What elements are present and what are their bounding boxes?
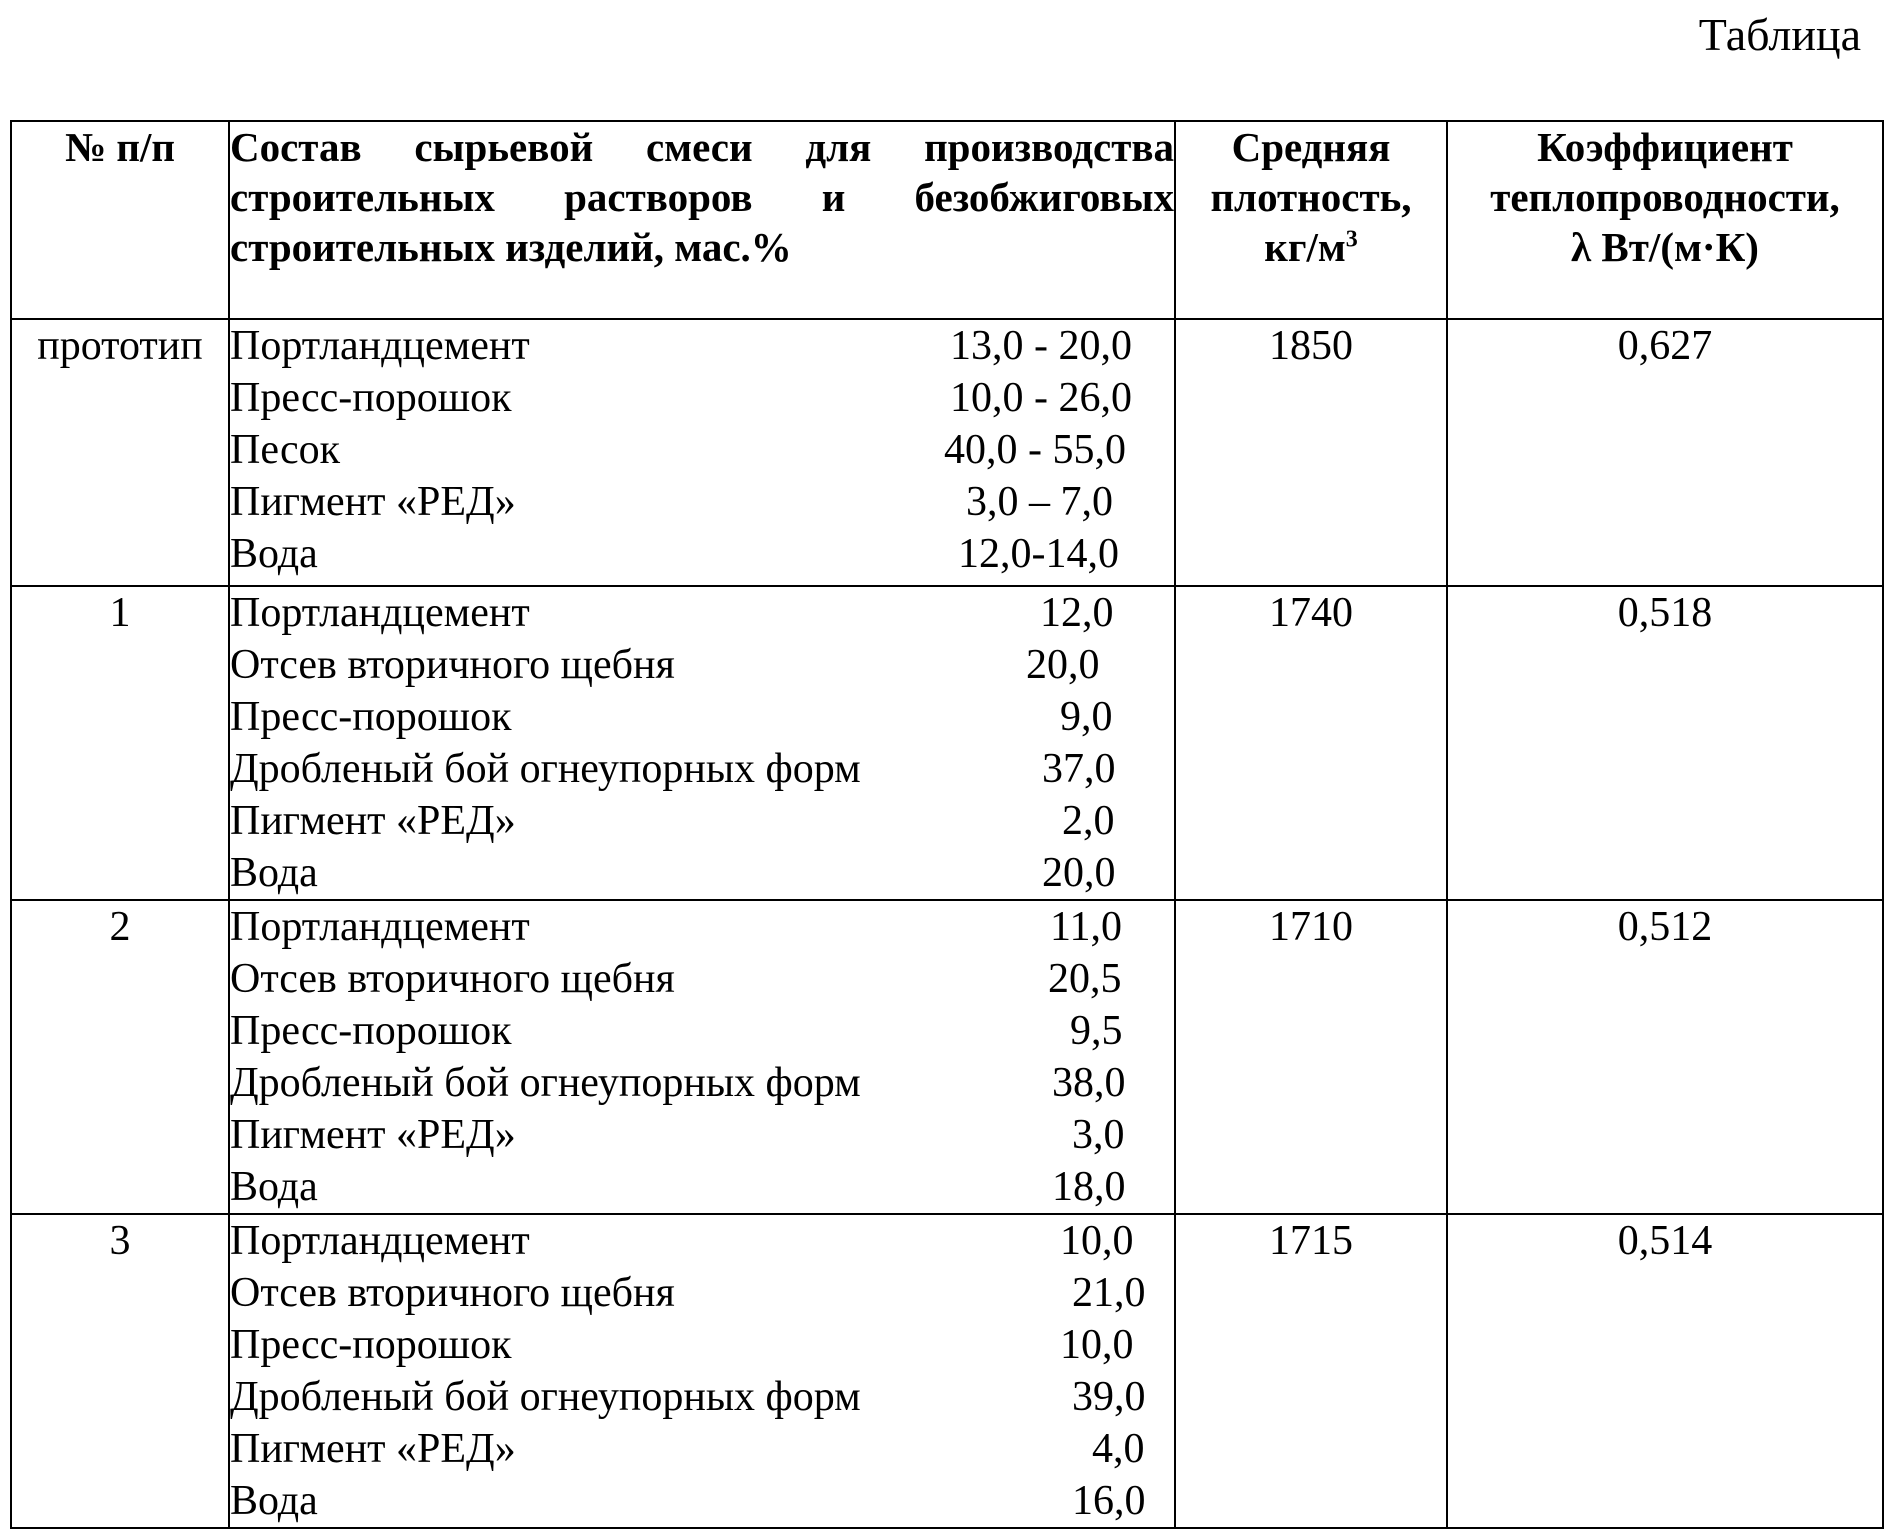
component-name: Пресс-порошок — [230, 375, 512, 421]
row-number: 1 — [11, 586, 229, 900]
row-number: 3 — [11, 1214, 229, 1528]
component-name: Пигмент «РЕД» — [230, 798, 516, 844]
component-name: Пресс-порошок — [230, 1322, 512, 1368]
component-line — [230, 1475, 1174, 1527]
row-density: 1710 — [1175, 900, 1447, 1214]
table-row-2 — [11, 900, 1883, 1214]
component-amount: 10,0 — [1060, 1322, 1134, 1368]
header-number: № п/п — [11, 121, 229, 319]
row-coefficient: 0,518 — [1447, 586, 1883, 900]
component-amount: 10,0 — [1060, 1218, 1134, 1264]
component-amount: 4,0 — [1092, 1426, 1145, 1472]
header-density-unit: кг/м — [1264, 224, 1346, 270]
component-amount: 3,0 – 7,0 — [966, 479, 1113, 525]
component-amount: 20,0 — [1042, 850, 1116, 896]
row-density: 1850 — [1175, 319, 1447, 586]
component-name: Дробленый бой огнеупорных форм — [230, 1374, 861, 1420]
table-row-1 — [11, 586, 1883, 900]
component-name: Пигмент «РЕД» — [230, 1426, 516, 1472]
component-amount: 20,0 — [1026, 642, 1100, 688]
row-density: 1740 — [1175, 586, 1447, 900]
component-amount: 9,0 — [1060, 694, 1113, 740]
component-line — [230, 1057, 1174, 1109]
component-name: Отсев вторичного щебня — [230, 642, 675, 688]
component-amount: 40,0 - 55,0 — [944, 427, 1126, 473]
component-line — [230, 901, 1174, 953]
component-name: Портландцемент — [230, 904, 530, 950]
composition-table — [10, 120, 1884, 1529]
component-line — [230, 1161, 1174, 1213]
row-composition — [229, 1214, 1175, 1528]
component-line — [230, 1423, 1174, 1475]
component-amount: 3,0 — [1072, 1112, 1125, 1158]
header-density-unit-line — [1176, 222, 1446, 272]
row-number: прототип — [11, 319, 229, 586]
component-line — [230, 953, 1174, 1005]
component-amount: 11,0 — [1050, 904, 1122, 950]
component-line — [230, 372, 1174, 424]
component-line — [230, 691, 1174, 743]
component-line — [230, 476, 1174, 528]
component-amount: 12,0 — [1040, 590, 1114, 636]
row-composition — [229, 319, 1175, 586]
header-coef-line3: λ Вт/(м·К) — [1571, 224, 1759, 270]
header-density-unit-sup: 3 — [1345, 226, 1358, 253]
table-caption: Таблица — [1698, 9, 1861, 60]
component-line — [230, 1319, 1174, 1371]
component-line — [230, 795, 1174, 847]
component-name: Отсев вторичного щебня — [230, 1270, 675, 1316]
component-line — [230, 639, 1174, 691]
row-coefficient: 0,514 — [1447, 1214, 1883, 1528]
component-name: Портландцемент — [230, 1218, 530, 1264]
component-amount: 18,0 — [1052, 1164, 1126, 1210]
component-amount: 2,0 — [1062, 798, 1115, 844]
component-name: Вода — [230, 1164, 318, 1210]
component-amount: 10,0 - 26,0 — [950, 375, 1132, 421]
component-line — [230, 1267, 1174, 1319]
component-line — [230, 847, 1174, 899]
component-name: Портландцемент — [230, 590, 530, 636]
component-amount: 13,0 - 20,0 — [950, 323, 1132, 369]
component-line — [230, 320, 1174, 372]
row-density: 1715 — [1175, 1214, 1447, 1528]
component-line — [230, 528, 1174, 580]
header-density — [1175, 121, 1447, 319]
component-name: Вода — [230, 531, 318, 577]
row-coefficient: 0,512 — [1447, 900, 1883, 1214]
component-line — [230, 587, 1174, 639]
component-line — [230, 1371, 1174, 1423]
header-density-line2: плотность, — [1210, 174, 1412, 220]
component-amount: 37,0 — [1042, 746, 1116, 792]
component-name: Дробленый бой огнеупорных форм — [230, 746, 861, 792]
component-amount: 9,5 — [1070, 1008, 1123, 1054]
row-composition — [229, 900, 1175, 1214]
component-line — [230, 1215, 1174, 1267]
component-line — [230, 1109, 1174, 1161]
row-number: 2 — [11, 900, 229, 1214]
header-composition: Состав сырьевой смеси для производства строительных растворов и безобжиговых строительных изделий, мас.% — [229, 121, 1175, 319]
component-name: Песок — [230, 427, 341, 473]
component-name: Вода — [230, 850, 318, 896]
component-name: Пигмент «РЕД» — [230, 479, 516, 525]
component-name: Отсев вторичного щебня — [230, 956, 675, 1002]
header-row — [11, 121, 1883, 319]
component-name: Пигмент «РЕД» — [230, 1112, 516, 1158]
component-line — [230, 1005, 1174, 1057]
component-name: Вода — [230, 1478, 318, 1524]
component-amount: 12,0-14,0 — [958, 531, 1119, 577]
header-coefficient — [1447, 121, 1883, 319]
component-name: Дробленый бой огнеупорных форм — [230, 1060, 861, 1106]
row-coefficient: 0,627 — [1447, 319, 1883, 586]
header-density-line1: Средняя — [1231, 124, 1391, 170]
component-name: Портландцемент — [230, 323, 530, 369]
component-amount: 16,0 — [1072, 1478, 1146, 1524]
row-composition — [229, 586, 1175, 900]
component-amount: 21,0 — [1072, 1270, 1146, 1316]
component-line — [230, 424, 1174, 476]
header-coef-line2: теплопроводности, — [1490, 174, 1840, 220]
component-amount: 38,0 — [1052, 1060, 1126, 1106]
component-name: Пресс-порошок — [230, 1008, 512, 1054]
table-row-prototype — [11, 319, 1883, 586]
component-amount: 20,5 — [1048, 956, 1122, 1002]
component-line — [230, 743, 1174, 795]
table-row-3 — [11, 1214, 1883, 1528]
component-amount: 39,0 — [1072, 1374, 1146, 1420]
component-name: Пресс-порошок — [230, 694, 512, 740]
header-coef-line1: Коэффициент — [1537, 124, 1793, 170]
